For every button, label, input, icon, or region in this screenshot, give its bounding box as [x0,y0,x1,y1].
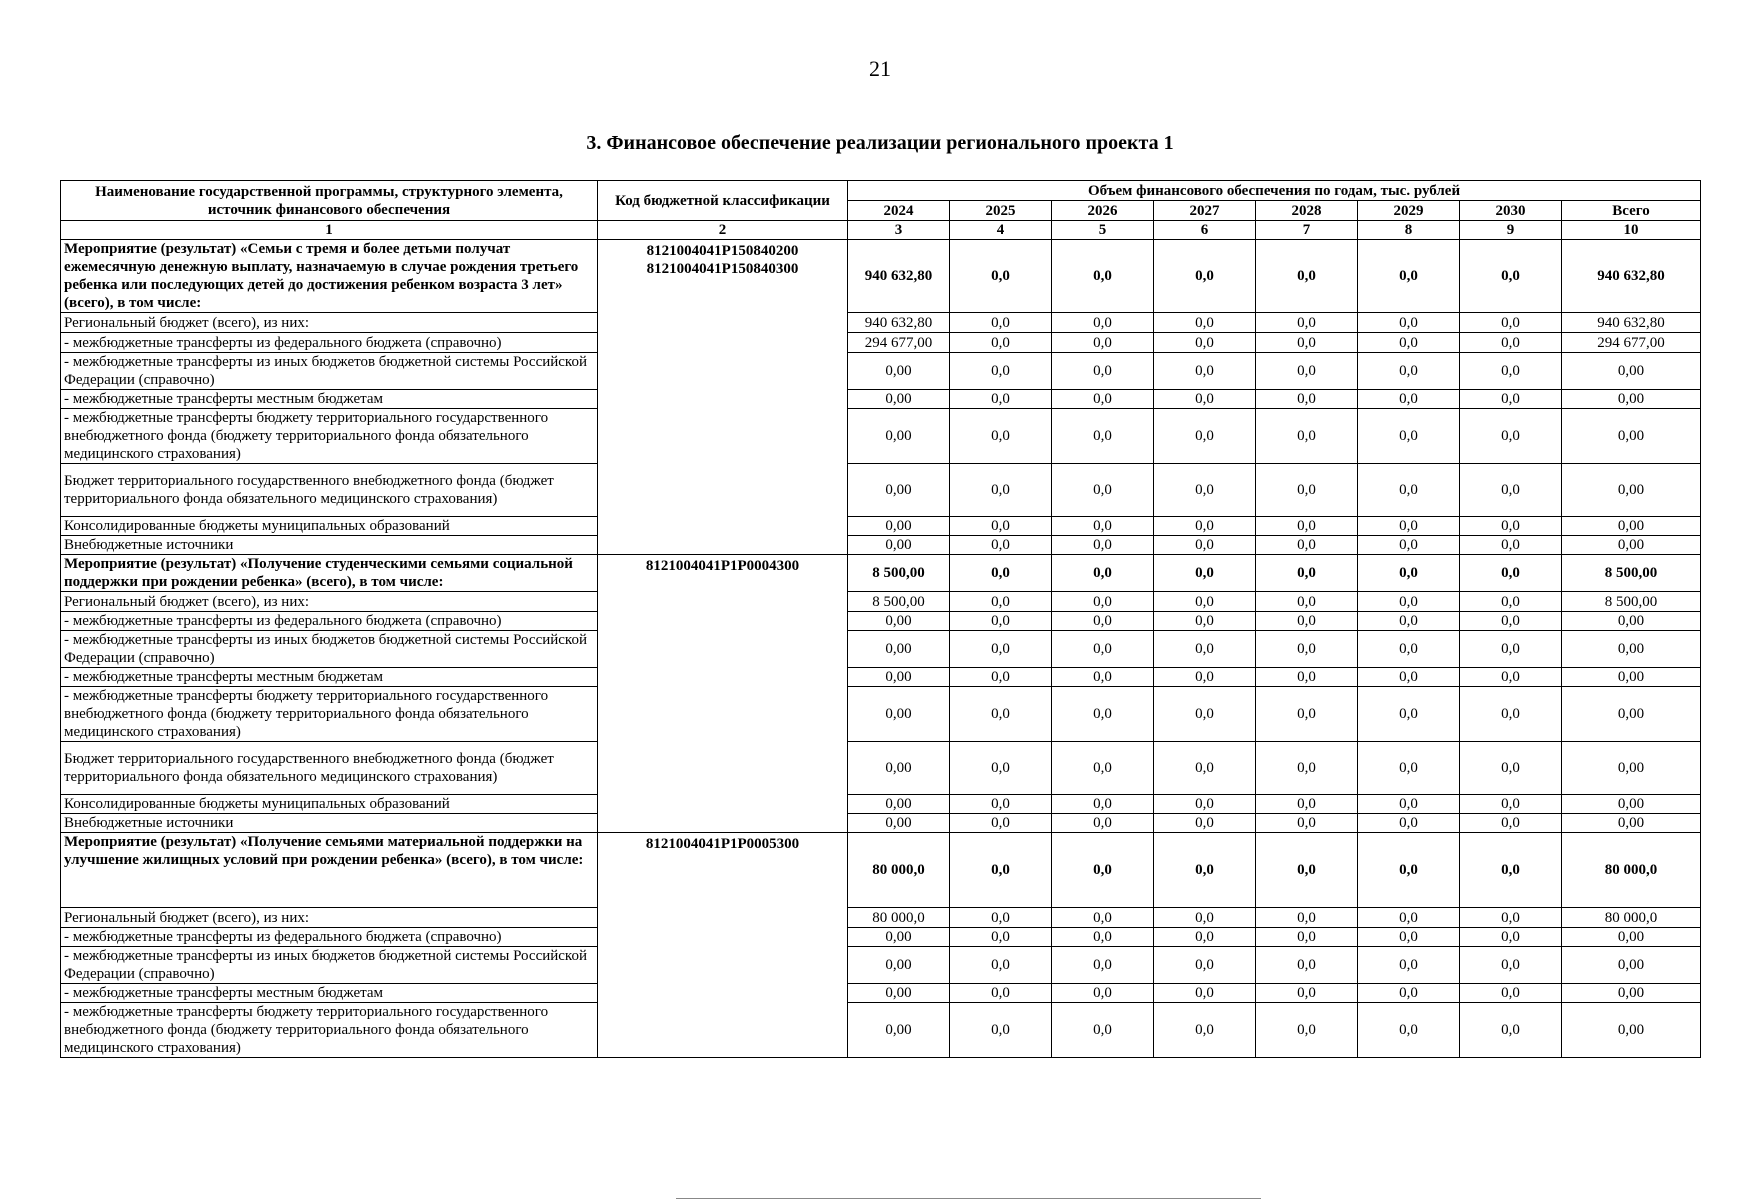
value-cell: 0,0 [1460,313,1562,333]
value-cell: 8 500,00 [848,555,950,592]
table-row [61,928,1701,947]
value-cell: 0,0 [950,668,1052,687]
value-cell: 0,0 [1358,517,1460,536]
budget-code: 8121004041P1P0005300 [598,833,848,1058]
value-cell: 0,00 [848,464,950,517]
row-name: - межбюджетные трансферты местным бюджетам [61,668,598,687]
row-name: - межбюджетные трансферты из федерального бюджета (справочно) [61,333,598,353]
value-cell: 0,0 [1358,409,1460,464]
row-name: Мероприятие (результат) «Получение семьями материальной поддержки на улучшение жилищных условий при рождении ребенка» (всего), в том числе: [61,833,598,908]
value-cell: 0,00 [848,947,950,984]
value-cell: 0,0 [1154,240,1256,313]
value-cell: 0,0 [1358,313,1460,333]
value-cell: 0,0 [1358,668,1460,687]
value-total: 0,00 [1562,1003,1701,1058]
value-cell: 0,0 [1358,687,1460,742]
value-cell: 0,0 [1154,687,1256,742]
value-cell: 0,0 [1460,814,1562,833]
value-cell: 0,00 [848,814,950,833]
value-cell: 0,0 [1154,947,1256,984]
table-row [61,390,1701,409]
value-cell: 0,0 [1052,333,1154,353]
value-cell: 0,0 [1358,631,1460,668]
value-cell: 0,0 [1256,668,1358,687]
value-total: 294 677,00 [1562,333,1701,353]
value-cell: 0,0 [1358,333,1460,353]
value-cell: 0,0 [950,555,1052,592]
header-year: 2024 [848,201,950,221]
value-cell: 0,0 [1154,313,1256,333]
header-year: 2026 [1052,201,1154,221]
value-cell: 0,0 [1154,555,1256,592]
value-cell: 0,0 [1052,742,1154,795]
table-row [61,464,1701,517]
value-cell: 0,0 [1154,464,1256,517]
value-cell: 0,0 [1460,742,1562,795]
value-cell: 0,0 [1052,313,1154,333]
value-cell: 0,0 [950,313,1052,333]
value-cell: 0,0 [950,631,1052,668]
value-cell: 0,0 [1460,517,1562,536]
row-name: - межбюджетные трансферты бюджету территориального государственного внебюджетного фонда (бюджету территориального фонда обязательного медицинского страхования) [61,409,598,464]
value-cell: 0,0 [1256,742,1358,795]
value-cell: 0,0 [950,592,1052,612]
value-total: 0,00 [1562,409,1701,464]
value-cell: 0,0 [1256,631,1358,668]
value-total: 0,00 [1562,353,1701,390]
value-cell: 0,0 [1052,631,1154,668]
value-cell: 0,00 [848,1003,950,1058]
footer-divider [676,1198,1261,1199]
row-name: - межбюджетные трансферты местным бюджетам [61,984,598,1003]
value-cell: 0,0 [1256,928,1358,947]
value-cell: 0,0 [1460,947,1562,984]
value-total: 0,00 [1562,517,1701,536]
table-row [61,668,1701,687]
value-cell: 0,0 [1460,240,1562,313]
section-title: 3. Финансовое обеспечение реализации регионального проекта 1 [586,132,1174,154]
row-name: Бюджет территориального государственного внебюджетного фонда (бюджет территориального фонда обязательного медицинского страхования) [61,464,598,517]
table-row-measure [61,240,1701,313]
header-name: Наименование государственной программы, структурного элемента, источник финансового обеспечения [61,181,598,221]
value-cell: 0,0 [1256,240,1358,313]
header-col-number: 4 [950,221,1052,240]
header-col-number: 5 [1052,221,1154,240]
value-cell: 0,0 [1460,668,1562,687]
value-total: 0,00 [1562,742,1701,795]
value-total: 0,00 [1562,687,1701,742]
value-cell: 0,0 [950,947,1052,984]
value-cell: 0,0 [950,928,1052,947]
value-cell: 0,0 [1460,409,1562,464]
row-name: Региональный бюджет (всего), из них: [61,908,598,928]
value-cell: 0,0 [1154,795,1256,814]
value-cell: 0,0 [1358,908,1460,928]
value-cell: 0,0 [1460,353,1562,390]
value-cell: 0,0 [950,409,1052,464]
value-cell: 0,0 [1052,814,1154,833]
value-cell: 0,0 [950,908,1052,928]
financing-table [60,180,1701,1058]
value-total: 0,00 [1562,390,1701,409]
value-cell: 0,0 [1256,612,1358,631]
value-cell: 0,0 [1052,833,1154,908]
value-cell: 0,0 [1256,687,1358,742]
row-name: - межбюджетные трансферты бюджету территориального государственного внебюджетного фонда (бюджету территориального фонда обязательного медицинского страхования) [61,1003,598,1058]
value-cell: 0,0 [1154,536,1256,555]
value-total: 0,00 [1562,464,1701,517]
value-cell: 0,00 [848,928,950,947]
value-cell: 0,0 [1052,984,1154,1003]
value-cell: 0,0 [1052,464,1154,517]
header-year: 2029 [1358,201,1460,221]
value-cell: 0,0 [950,536,1052,555]
value-cell: 940 632,80 [848,240,950,313]
row-name: - межбюджетные трансферты из иных бюджетов бюджетной системы Российской Федерации (справочно) [61,631,598,668]
table-row [61,742,1701,795]
value-cell: 0,0 [1154,592,1256,612]
value-cell: 0,0 [1052,687,1154,742]
value-cell: 0,0 [1358,742,1460,795]
value-cell: 0,0 [1358,536,1460,555]
table-row [61,592,1701,612]
value-cell: 0,0 [950,687,1052,742]
value-cell: 0,0 [950,984,1052,1003]
value-cell: 0,0 [1460,687,1562,742]
value-total: 0,00 [1562,795,1701,814]
value-cell: 0,0 [1358,353,1460,390]
value-cell: 0,00 [848,687,950,742]
value-cell: 0,0 [1358,390,1460,409]
value-cell: 0,0 [1154,814,1256,833]
value-cell: 0,0 [1154,928,1256,947]
value-cell: 0,0 [1052,668,1154,687]
value-cell: 0,00 [848,668,950,687]
value-cell: 0,0 [950,353,1052,390]
value-cell: 0,00 [848,742,950,795]
table-row [61,612,1701,631]
header-col-number: 10 [1562,221,1701,240]
value-total: 80 000,0 [1562,833,1701,908]
value-cell: 0,0 [1154,517,1256,536]
value-cell: 0,0 [1052,795,1154,814]
value-cell: 0,0 [1460,833,1562,908]
value-cell: 0,0 [1052,612,1154,631]
value-cell: 0,0 [1358,555,1460,592]
value-cell: 80 000,0 [848,908,950,928]
value-cell: 0,0 [950,1003,1052,1058]
value-cell: 0,0 [1052,240,1154,313]
value-cell: 0,0 [1154,409,1256,464]
value-total: 940 632,80 [1562,313,1701,333]
header-year: 2027 [1154,201,1256,221]
table-row [61,908,1701,928]
value-cell: 0,0 [1460,908,1562,928]
table-row [61,333,1701,353]
value-total: 0,00 [1562,612,1701,631]
value-cell: 0,0 [1460,984,1562,1003]
value-cell: 0,0 [1256,390,1358,409]
value-cell: 0,0 [950,612,1052,631]
table-row [61,814,1701,833]
row-name: Консолидированные бюджеты муниципальных образований [61,795,598,814]
value-cell: 0,0 [950,795,1052,814]
value-cell: 0,0 [1358,795,1460,814]
value-cell: 0,0 [950,742,1052,795]
value-cell: 0,00 [848,517,950,536]
header-code: Код бюджетной классификации [598,181,848,221]
value-cell: 0,0 [1460,555,1562,592]
value-cell: 0,0 [1154,390,1256,409]
table-row [61,313,1701,333]
value-cell: 0,00 [848,984,950,1003]
value-total: 0,00 [1562,947,1701,984]
value-total: 0,00 [1562,668,1701,687]
value-cell: 0,0 [1052,592,1154,612]
header-year: 2030 [1460,201,1562,221]
value-cell: 0,0 [1460,464,1562,517]
value-cell: 0,0 [1154,668,1256,687]
row-name: - межбюджетные трансферты местным бюджетам [61,390,598,409]
value-total: 0,00 [1562,814,1701,833]
header-col-number: 2 [598,221,848,240]
value-cell: 0,0 [950,240,1052,313]
value-cell: 0,0 [1460,1003,1562,1058]
financing-table-container [60,180,1701,1058]
value-cell: 8 500,00 [848,592,950,612]
value-cell: 0,0 [1358,1003,1460,1058]
value-total: 8 500,00 [1562,555,1701,592]
value-total: 8 500,00 [1562,592,1701,612]
row-name: Бюджет территориального государственного внебюджетного фонда (бюджет территориального фонда обязательного медицинского страхования) [61,742,598,795]
table-row [61,631,1701,668]
value-cell: 0,0 [1460,333,1562,353]
budget-code: 8121004041P1P0004300 [598,555,848,833]
value-cell: 0,0 [1358,240,1460,313]
table-row-measure [61,555,1701,592]
row-name: Консолидированные бюджеты муниципальных образований [61,517,598,536]
value-cell: 0,00 [848,390,950,409]
value-cell: 0,0 [1256,984,1358,1003]
value-cell: 0,0 [1460,612,1562,631]
value-cell: 0,0 [1154,833,1256,908]
row-name: - межбюджетные трансферты из иных бюджетов бюджетной системы Российской Федерации (справочно) [61,353,598,390]
value-cell: 0,0 [950,333,1052,353]
value-cell: 0,0 [950,464,1052,517]
value-cell: 0,0 [1256,353,1358,390]
table-row [61,984,1701,1003]
value-total: 0,00 [1562,536,1701,555]
row-name: Региональный бюджет (всего), из них: [61,313,598,333]
value-cell: 0,0 [1052,353,1154,390]
value-cell: 0,0 [1256,313,1358,333]
budget-code: 8121004041P150840200 8121004041P150840300 [598,240,848,555]
row-name: Мероприятие (результат) «Семьи с тремя и более детьми получат ежемесячную денежную выплату, назначаемую в случае рождения третьего ребенка или последующих детей до достижения ребенком возраста 3 лет» (всего), в том числе: [61,240,598,313]
value-cell: 0,0 [1358,814,1460,833]
value-cell: 0,00 [848,536,950,555]
value-cell: 0,0 [1256,833,1358,908]
row-name: - межбюджетные трансферты из федерального бюджета (справочно) [61,612,598,631]
header-year: Всего [1562,201,1701,221]
value-cell: 0,0 [1358,984,1460,1003]
value-total: 0,00 [1562,631,1701,668]
table-row-measure [61,833,1701,908]
value-cell: 0,0 [1052,390,1154,409]
value-cell: 0,0 [1154,353,1256,390]
value-cell: 0,0 [1154,742,1256,795]
row-name: Региональный бюджет (всего), из них: [61,592,598,612]
table-row [61,947,1701,984]
value-total: 80 000,0 [1562,908,1701,928]
value-cell: 0,0 [950,814,1052,833]
value-cell: 0,0 [950,833,1052,908]
value-cell: 0,0 [1154,631,1256,668]
table-body [61,240,1701,1058]
value-cell: 0,0 [1154,333,1256,353]
header-year: 2025 [950,201,1052,221]
value-cell: 0,0 [1358,592,1460,612]
value-total: 0,00 [1562,984,1701,1003]
value-cell: 0,0 [1052,409,1154,464]
value-cell: 0,0 [1358,464,1460,517]
row-name: Мероприятие (результат) «Получение студенческими семьями социальной поддержки при рождении ребенка» (всего), в том числе: [61,555,598,592]
value-cell: 0,0 [1358,928,1460,947]
table-row [61,517,1701,536]
value-cell: 0,00 [848,631,950,668]
value-cell: 0,0 [1052,947,1154,984]
value-cell: 0,0 [1358,612,1460,631]
value-cell: 0,0 [1256,555,1358,592]
value-cell: 0,0 [1256,409,1358,464]
table-row [61,409,1701,464]
row-name: - межбюджетные трансферты из федерального бюджета (справочно) [61,928,598,947]
value-cell: 0,0 [1460,390,1562,409]
value-cell: 0,0 [1256,795,1358,814]
value-cell: 0,00 [848,409,950,464]
value-cell: 0,0 [1154,612,1256,631]
value-cell: 0,0 [1256,592,1358,612]
value-cell: 0,0 [1052,908,1154,928]
value-cell: 294 677,00 [848,333,950,353]
value-cell: 940 632,80 [848,313,950,333]
value-cell: 0,00 [848,795,950,814]
value-cell: 0,0 [950,517,1052,536]
value-cell: 0,0 [1154,984,1256,1003]
page-number: 21 [869,56,891,81]
value-cell: 0,0 [1460,631,1562,668]
value-cell: 0,0 [1460,536,1562,555]
value-cell: 0,00 [848,612,950,631]
header-col-number: 7 [1256,221,1358,240]
table-header [61,181,1701,240]
header-year: 2028 [1256,201,1358,221]
value-cell: 0,0 [1256,947,1358,984]
value-cell: 0,0 [1256,908,1358,928]
row-name: - межбюджетные трансферты бюджету территориального государственного внебюджетного фонда (бюджету территориального фонда обязательного медицинского страхования) [61,687,598,742]
row-name: - межбюджетные трансферты из иных бюджетов бюджетной системы Российской Федерации (справочно) [61,947,598,984]
row-name: Внебюджетные источники [61,814,598,833]
value-cell: 0,0 [1256,517,1358,536]
value-cell: 0,0 [1256,464,1358,517]
value-cell: 0,0 [950,390,1052,409]
header-col-number: 8 [1358,221,1460,240]
row-name: Внебюджетные источники [61,536,598,555]
value-cell: 0,0 [1358,833,1460,908]
value-cell: 0,0 [1154,1003,1256,1058]
header-volume: Объем финансового обеспечения по годам, тыс. рублей [848,181,1701,201]
header-col-number: 9 [1460,221,1562,240]
value-cell: 0,00 [848,353,950,390]
table-row [61,795,1701,814]
table-row [61,687,1701,742]
value-cell: 0,0 [1154,908,1256,928]
header-col-number: 6 [1154,221,1256,240]
table-row [61,1003,1701,1058]
value-cell: 0,0 [1256,333,1358,353]
value-cell: 0,0 [1460,795,1562,814]
value-cell: 0,0 [1052,517,1154,536]
value-cell: 0,0 [1052,928,1154,947]
value-cell: 0,0 [1052,536,1154,555]
value-cell: 80 000,0 [848,833,950,908]
value-cell: 0,0 [1358,947,1460,984]
value-cell: 0,0 [1052,555,1154,592]
value-cell: 0,0 [1460,928,1562,947]
value-cell: 0,0 [1052,1003,1154,1058]
table-row [61,353,1701,390]
table-row [61,536,1701,555]
value-total: 0,00 [1562,928,1701,947]
value-total: 940 632,80 [1562,240,1701,313]
value-cell: 0,0 [1256,1003,1358,1058]
header-col-number: 1 [61,221,598,240]
value-cell: 0,0 [1256,536,1358,555]
value-cell: 0,0 [1460,592,1562,612]
value-cell: 0,0 [1256,814,1358,833]
header-col-number: 3 [848,221,950,240]
